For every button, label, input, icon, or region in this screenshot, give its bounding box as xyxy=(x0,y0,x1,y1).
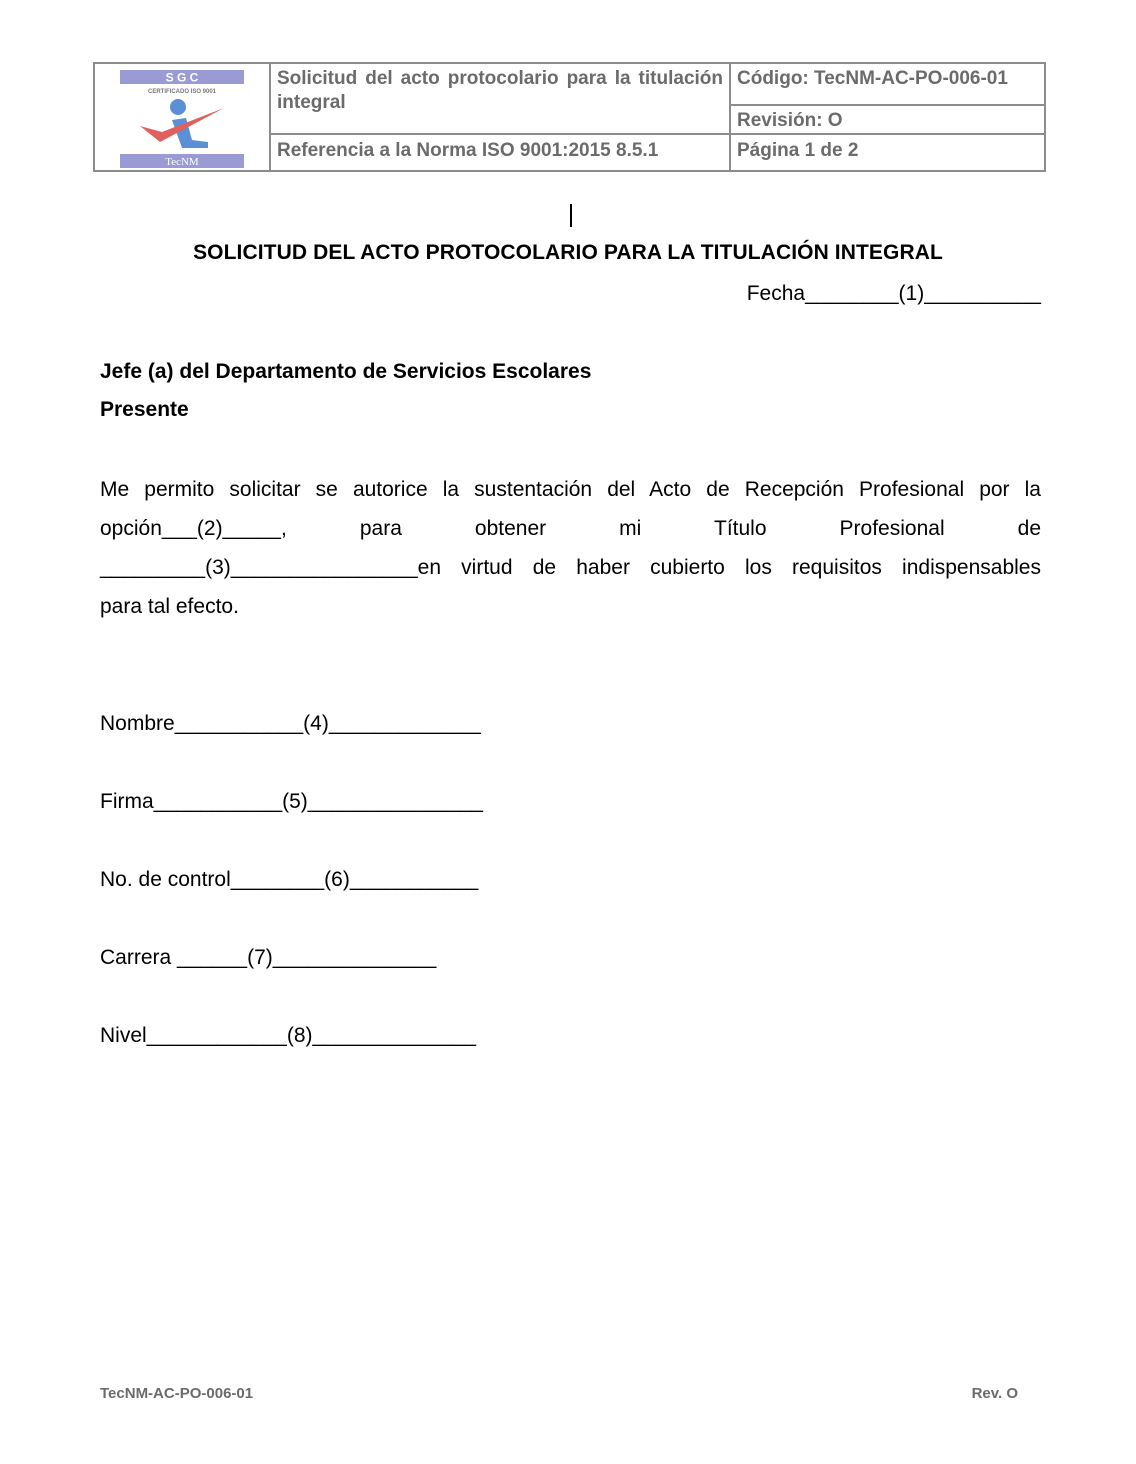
career-field: Carrera ______(7)______________ xyxy=(100,946,437,969)
header-title: Solicitud del acto protocolario para la titulación integral xyxy=(277,68,723,113)
footer-revision: Rev. O xyxy=(971,1385,1018,1402)
header-divider xyxy=(269,64,271,170)
addressee: Jefe (a) del Departamento de Servicios Escolares xyxy=(100,360,592,383)
paragraph-line: para tal efecto. xyxy=(100,595,239,618)
date-field: Fecha________(1)__________ xyxy=(746,282,1041,305)
paragraph-line: _________(3)________________en virtud de haber cubierto los requisitos indispensables xyxy=(100,556,1041,579)
logo-figure-head-icon xyxy=(170,99,186,115)
greeting: Presente xyxy=(100,398,189,421)
logo-bottom-text: TecNM xyxy=(165,156,199,168)
signature-field: Firma___________(5)_______________ xyxy=(100,790,483,813)
logo-top-text: S G C xyxy=(165,70,199,85)
header-divider xyxy=(271,133,729,135)
request-paragraph xyxy=(100,470,1041,626)
sgc-tecnm-logo xyxy=(120,70,244,168)
text-cursor xyxy=(570,204,572,227)
header-norm-reference: Referencia a la Norma ISO 9001:2015 8.5.1 xyxy=(277,140,659,161)
header-divider xyxy=(731,104,1044,106)
document-title: SOLICITUD DEL ACTO PROTOCOLARIO PARA LA TITULACIÓN INTEGRAL xyxy=(193,241,943,264)
name-field: Nombre___________(4)_____________ xyxy=(100,712,481,735)
header-divider xyxy=(729,133,1044,135)
header-revision: Revisión: O xyxy=(737,110,843,131)
control-number-field: No. de control________(6)___________ xyxy=(100,868,479,891)
header-page: Página 1 de 2 xyxy=(737,140,859,161)
header-divider xyxy=(729,64,731,170)
footer-code: TecNM-AC-PO-006-01 xyxy=(100,1385,254,1402)
paragraph-line: Me permito solicitar se autorice la sustentación del Acto de Recepción Profesional por la xyxy=(100,478,1041,501)
paragraph-line: opción___(2)_____, para obtener mi Título Profesional de xyxy=(100,517,1041,540)
header-code: Código: TecNM-AC-PO-006-01 xyxy=(737,68,1008,89)
level-field: Nivel____________(8)______________ xyxy=(100,1024,477,1047)
logo-sub-text: CERTIFICADO ISO 9001 xyxy=(147,89,217,95)
document-header-table xyxy=(93,62,1046,172)
